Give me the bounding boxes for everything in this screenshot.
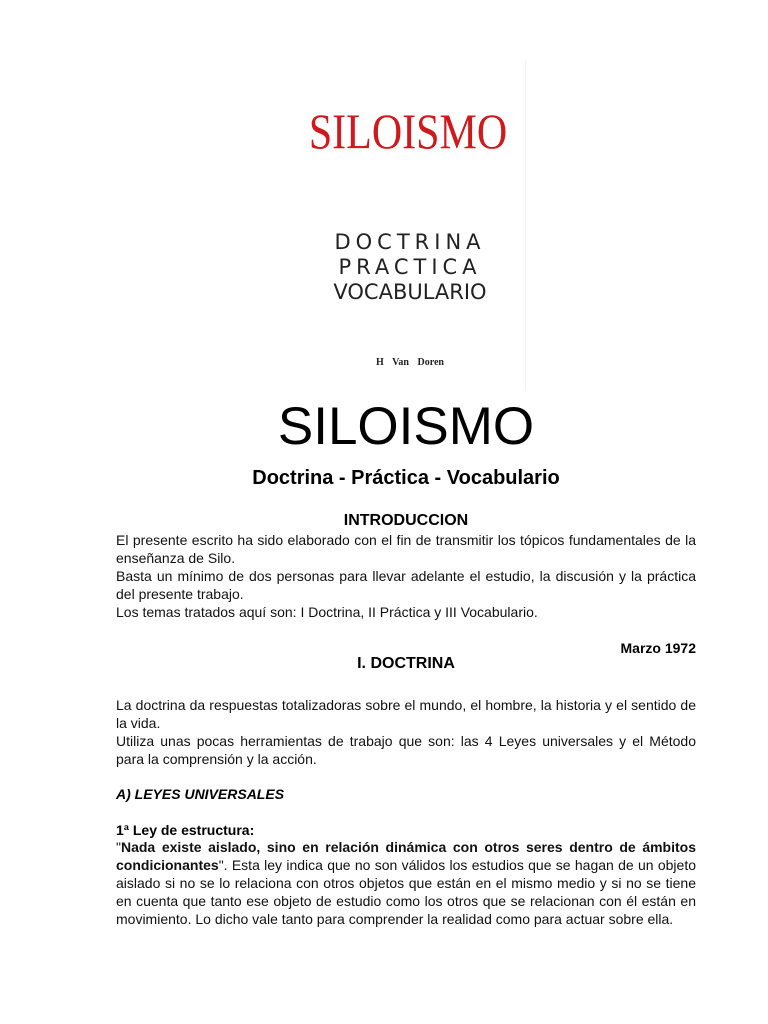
introduccion-paragraph-1: El presente escrito ha sido elaborado con el fin de transmitir los tópicos fundamentales de la enseñanza de Silo.: [116, 532, 696, 566]
ley-1-quote: Nada existe aislado, sino en relación dinámica con otros seres dentro de ámbitos condicionantes: [116, 839, 696, 873]
ley-1-text: [116, 838, 696, 928]
introduccion-paragraph-2: Basta un mínimo de dos personas para llevar adelante el estudio, la discusión y la práctica del presente trabajo.: [116, 568, 696, 602]
introduccion-paragraph-3: Los temas tratados aquí son: I Doctrina, II Práctica y III Vocabulario.: [116, 604, 538, 620]
ley-1-quote-open: ": [116, 839, 121, 855]
ley-1-quote-close: ".: [218, 857, 228, 873]
doctrina-paragraph-1: La doctrina da respuestas totalizadoras sobre el mundo, el hombre, la historia y el sentido de la vida.: [116, 697, 696, 731]
document-date: Marzo 1972: [620, 640, 696, 656]
doctrina-body: [116, 696, 696, 768]
ley-1-explanation: Esta ley indica que no son válidos los estudios que se hagan de un objeto aislado si no se lo relaciona con otros objetos que están en el mismo medio y si no se tiene en cuenta que tanto ese objeto de estudio como los otros que se relacionan con él están en movimiento. Lo dicho vale tanto para comprender la realidad como para actuar sobre ella.: [116, 857, 696, 927]
introduccion-body: [116, 531, 696, 621]
cover-author: H Van Doren: [376, 357, 444, 368]
cover-subtitle-practica: PRACTICA: [338, 255, 482, 279]
document-subtitle: Doctrina - Práctica - Vocabulario: [252, 467, 560, 489]
introduccion-heading: INTRODUCCION: [343, 512, 469, 529]
ley-1-paragraph: [116, 838, 696, 928]
cover-subtitle-doctrina: DOCTRINA: [334, 230, 486, 254]
leyes-universales-heading: A) LEYES UNIVERSALES: [116, 786, 285, 802]
document-title: SILOISMO: [277, 397, 535, 456]
ley-1-title: 1ª Ley de estructura:: [116, 822, 255, 838]
doctrina-paragraph-2: Utiliza unas pocas herramientas de trabajo que son: las 4 Leyes universales y el Método para la comprensión y la acción.: [116, 733, 696, 767]
doctrina-heading: I. DOCTRINA: [357, 655, 455, 672]
cover-title: SILOISMO: [308, 103, 508, 159]
cover-subtitle-vocabulario: VOCABULARIO: [333, 280, 487, 304]
